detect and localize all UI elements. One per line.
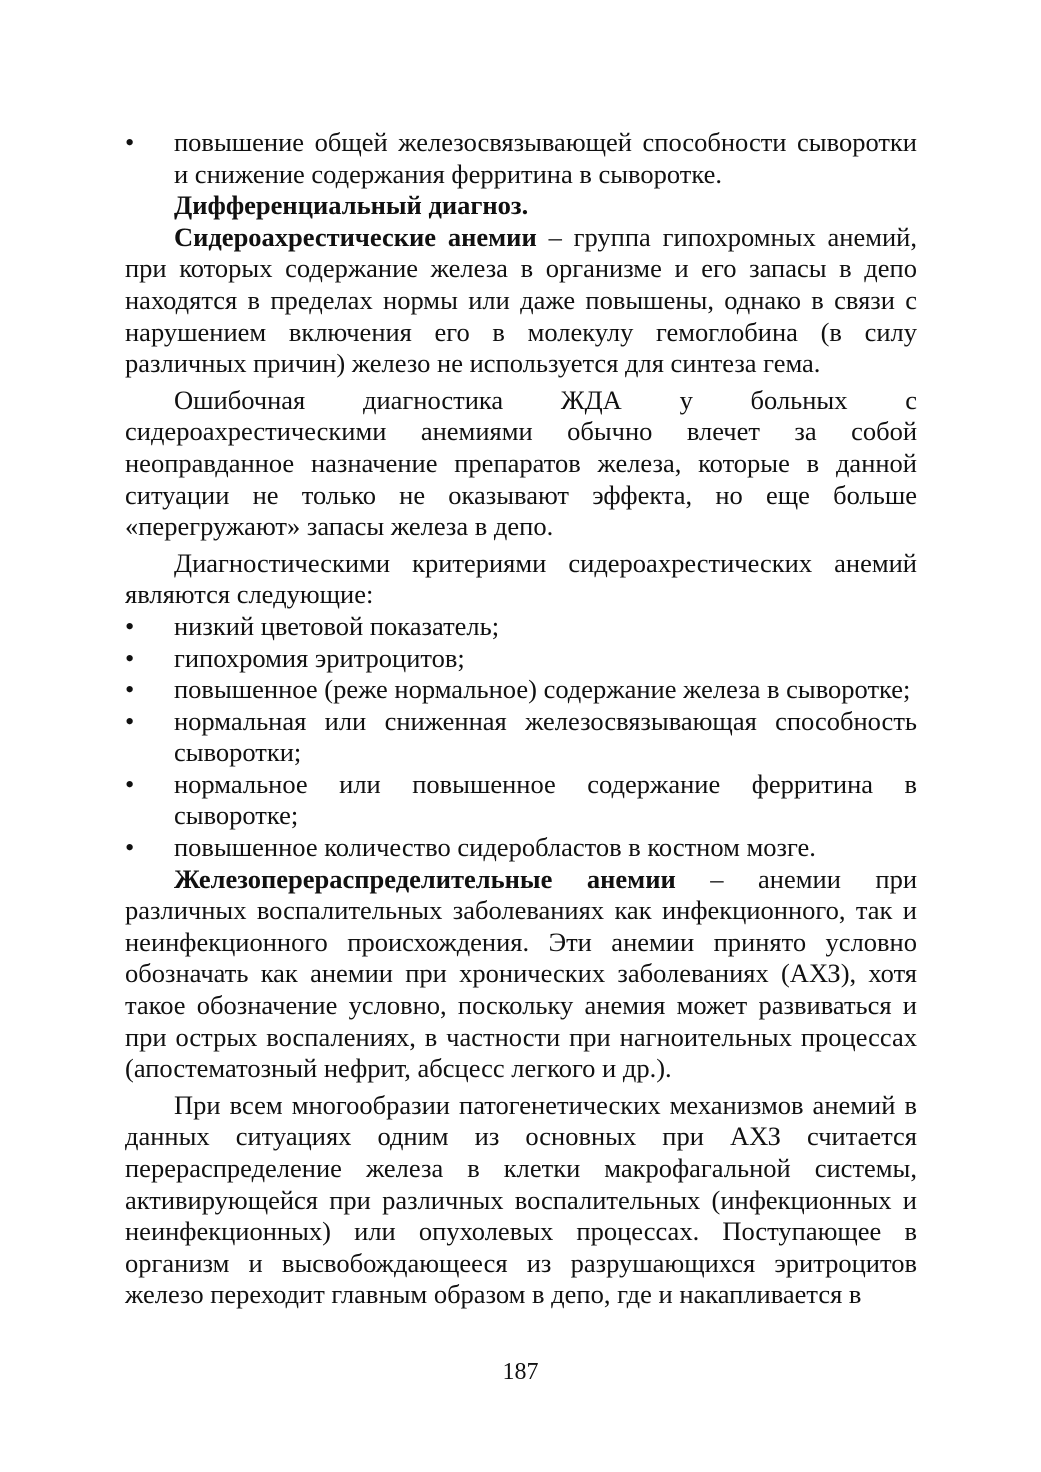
list-item: • повышение общей железосвязывающей способности сыворотки и снижение содержания ферритина в сыворотке.	[125, 127, 917, 190]
paragraph-text: – анемии при различных воспалительных заболеваниях как инфекционного, так и неинфекционного происхождения. Эти анемии принято условно обозначать как анемии при хронических заболеваниях (АХЗ), хотя такое обозначение условно, поскольку анемия может развиваться и при острых воспалениях, в частности при нагноительных процессах (апостематозный нефрит, абсцесс легкого и др.).	[125, 863, 918, 1084]
section-heading: Дифференциальный диагноз.	[174, 190, 529, 221]
paragraph-text: – группа гипохромных анемий, при которых содержание железа в организме и его запасы в депо находятся в пределах нормы или даже повышены, однако в связи с нарушением включения его в молекулу гемоглобина (в силу различных причин) железо не используется для синтеза гема.	[125, 221, 917, 379]
term-redistribution: Железоперераспределительные анемии	[174, 863, 676, 894]
list-item: • нормальная или сниженная железосвязывающая способность сыворотки;	[125, 706, 917, 769]
criteria-list	[125, 611, 917, 864]
list-item: • нормальное или повышенное содержание ферритина в сыворотке;	[125, 769, 917, 832]
paragraph-criteria-intro: Диагностическими критериями сидероахрестических анемий являются следующие:	[125, 547, 917, 610]
list-item: • гипохромия эритроцитов;	[125, 643, 917, 675]
list-item: • повышенное количество сидеробластов в костном мозге.	[125, 832, 917, 864]
paragraph-mechanism: При всем многообразии патогенетических механизмов анемий в данных ситуациях одним из основных при АХЗ считается перераспределение железа в клетки макрофагальной системы, активирующейся при различных воспалительных (инфекционных и неинфекционных) или опухолевых процессах. Поступающее в организм и высвобождающееся из разрушающихся эритроцитов железо переходит главным образом в депо, где и накапливается в	[125, 1089, 917, 1310]
term-sideroachrestic: Сидероахрестические анемии	[174, 221, 537, 252]
paragraph-redistribution	[125, 864, 917, 1085]
bullet-list-top	[125, 127, 917, 190]
page-text	[125, 127, 917, 1311]
paragraph-sideroachrestic	[125, 222, 917, 380]
list-item: • низкий цветовой показатель;	[125, 611, 917, 643]
paragraph-misdiagnosis: Ошибочная диагностика ЖДА у больных с сидероахрестическими анемиями обычно влечет за собой неоправданное назначение препаратов железа, которые в данной ситуации не только не оказывают эффекта, но еще больше «перегружают» запасы железа в депо.	[125, 384, 917, 542]
page-number: 187	[502, 1359, 539, 1385]
list-item: • повышенное (реже нормальное) содержание железа в сыворотке;	[125, 674, 917, 706]
